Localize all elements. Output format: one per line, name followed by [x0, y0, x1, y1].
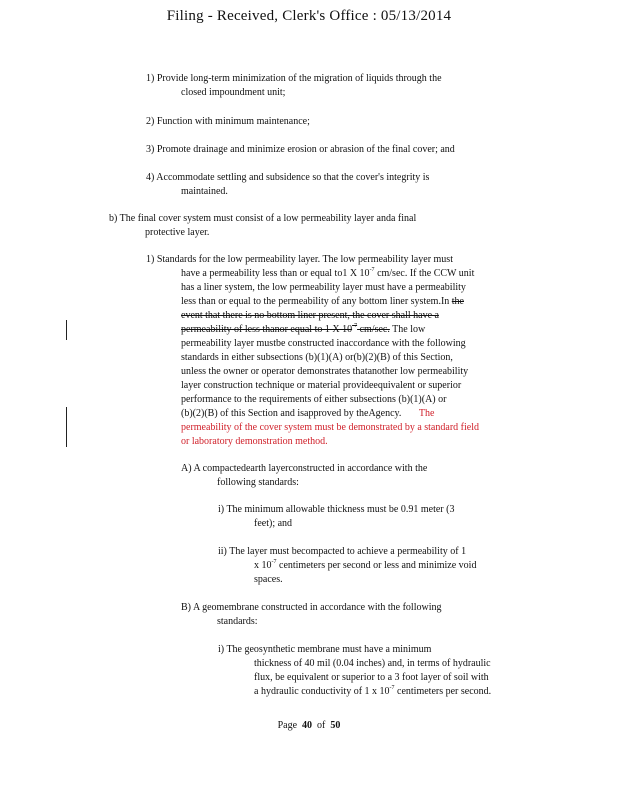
item-text: Function with minimum maintenance; [156, 116, 310, 127]
item-marker: i) [218, 644, 225, 655]
item-text: spaces. [254, 574, 283, 585]
list-item [109, 212, 416, 240]
list-item [146, 115, 310, 129]
item-text: A compactedearth layerconstructed in accordance with the [193, 463, 428, 474]
item-text: permeability of less thanor equal to 1 X $10^{-7}$ cm/sec. The low [181, 323, 426, 335]
list-item [181, 601, 441, 629]
item-text: flux, be equivalent or superior to a 3 foot layer of soil with [254, 672, 489, 683]
item-text: The geosynthetic membrane must have a minimum [226, 644, 432, 655]
item-marker: 1) [146, 254, 155, 265]
list-item [218, 643, 491, 699]
revision-bar [66, 407, 67, 447]
item-text: closed impoundment unit; [181, 87, 286, 98]
item-text: a hydraulic conductivity of 1 x $10^{-7}$ centimeters per second. [254, 685, 492, 697]
deleted-text: event that there is no bottom liner present, the cover shall have a [181, 310, 439, 321]
item-text: thickness of 40 mil (0.04 inches) and, in terms of hydraulic [254, 658, 491, 669]
item-text: x $10^{-7}$ centimeters per second or less and minimize void [254, 559, 477, 571]
item-text: permeability layer mustbe constructed inaccordance with the following [181, 338, 466, 349]
item-text: have a permeability less than or equal to1 X $10^{-7}$ cm/sec. If the CCW unit [181, 267, 475, 279]
inserted-text: The [418, 408, 435, 419]
item-marker: 1) [146, 73, 155, 84]
item-marker: 2) [146, 116, 155, 127]
list-item [181, 462, 427, 490]
item-text: unless the owner or operator demonstrates thatanother low permeability [181, 366, 469, 377]
deleted-text: permeability of less thanor equal to 1 X 10 [181, 324, 353, 335]
item-marker: 4) [146, 172, 155, 183]
item-text: The final cover system must consist of a low permeability layer anda final [119, 213, 417, 224]
filing-header: Filing - Received, Clerk's Office : 05/13/2014 [166, 8, 452, 24]
page-total: 50 [330, 720, 341, 731]
revision-bar [66, 320, 67, 340]
item-text: less than or equal to the permeability of any bottom liner system.In the [181, 296, 464, 307]
page-label: Page [277, 720, 298, 731]
list-item [146, 143, 455, 157]
deleted-text: the [451, 296, 464, 307]
list-item [146, 171, 429, 199]
list-item [146, 253, 479, 449]
item-text: protective layer. [145, 227, 210, 238]
item-marker: 3) [146, 144, 155, 155]
inserted-text: or laboratory demonstration method. [181, 436, 328, 447]
item-text: maintained. [181, 186, 228, 197]
item-text: Provide long-term minimization of the migration of liquids through the [156, 73, 442, 84]
item-marker: A) [181, 463, 192, 474]
item-text: layer construction technique or material provideequivalent or superior [181, 380, 462, 391]
list-item [146, 72, 442, 100]
item-text: Standards for the low permeability layer. The low permeability layer must [156, 254, 453, 265]
item-marker: ii) [218, 546, 227, 557]
item-text: feet); and [254, 518, 293, 529]
deleted-text: cm/sec. [357, 324, 390, 335]
inserted-text: permeability of the cover system must be demonstrated by a standard field [181, 422, 479, 433]
item-text: Promote drainage and minimize erosion or abrasion of the final cover; and [156, 144, 455, 155]
item-text: has a liner system, the low permeability layer must have a permeability [181, 282, 466, 293]
item-text: standards: [217, 616, 258, 627]
page-number: 40 [302, 720, 313, 731]
item-text: Accommodate settling and subsidence so that the cover's integrity is [156, 172, 430, 183]
item-text: The minimum allowable thickness must be 0.91 meter (3 [226, 504, 455, 515]
page-of: of [317, 720, 326, 731]
item-text: following standards: [217, 477, 299, 488]
item-marker: B) [181, 602, 191, 613]
item-text: The layer must becompacted to achieve a permeability of 1 [229, 546, 467, 557]
item-text: A geomembrane constructed in accordance with the following [192, 602, 442, 613]
item-text: standards in either subsections (b)(1)(A) or(b)(2)(B) of this Section, [181, 352, 453, 363]
item-marker: i) [218, 504, 225, 515]
list-item [218, 503, 454, 531]
list-item [218, 545, 476, 587]
item-marker: b) [109, 213, 118, 224]
item-text: performance to the requirements of either subsections (b)(1)(A) or [181, 394, 447, 405]
item-text: (b)(2)(B) of this Section and isapproved by theAgency. The [181, 408, 435, 419]
page-footer [0, 720, 618, 731]
